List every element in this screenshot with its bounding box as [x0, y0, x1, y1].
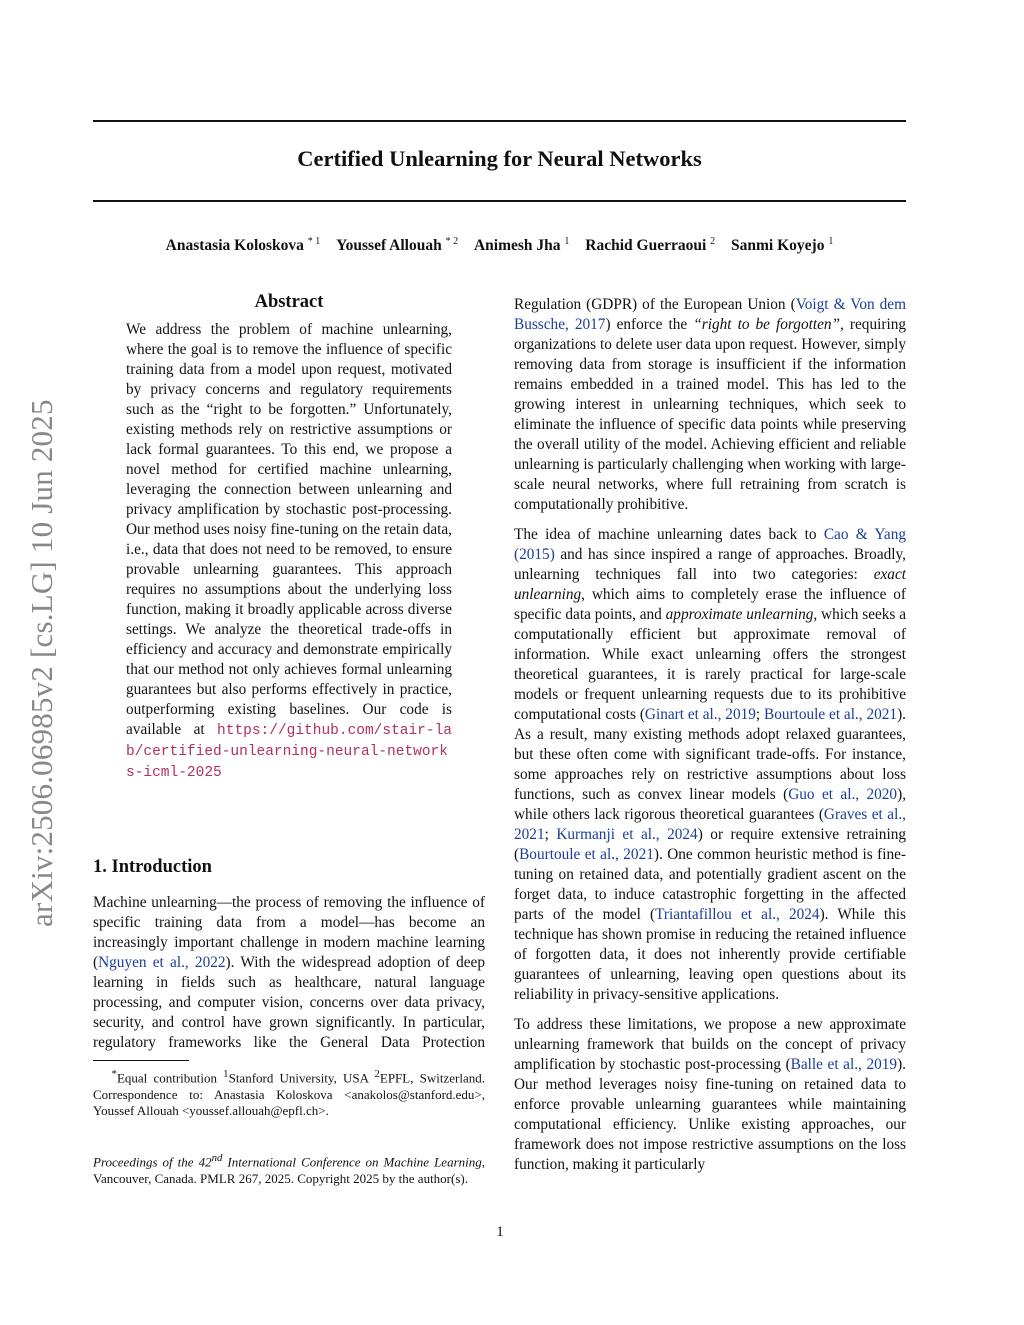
- author-1: Anastasia Koloskova $^{* 1}$: [165, 236, 321, 255]
- right-column: [514, 295, 906, 1195]
- title-bottom-rule: [93, 200, 906, 202]
- author-list: [93, 236, 906, 255]
- proceedings-footnote: Proceedings of the 42nd International Conference on Machine Learning, Vancouver, Canada. PMLR 267, 2025. Copyright 2025 by the author(s).: [93, 1152, 485, 1186]
- citation-link[interactable]: Nguyen et al., 2022: [98, 954, 226, 971]
- footnote-rule: [93, 1060, 189, 1061]
- paper-title: Certified Unlearning for Neural Networks: [297, 146, 702, 171]
- citation-link[interactable]: Voigt & Von dem Bussche, 2017: [514, 296, 906, 333]
- emphasis-text: exact unlearning: [514, 566, 906, 603]
- citation-link[interactable]: Bourtoule et al., 2021: [764, 706, 898, 723]
- intro-paragraph-1: Machine unlearning—the process of removing the influence of specific training data from a model—has become an increasingly important challenge in modern machine learning (Nguyen et al., 2022). With the widespread adoption of deep learning in fields such as healthcare, natural language processing, and computer vision, concerns over data privacy, security, and control have grown significantly. In particular, regulatory frameworks like the General Data Protection: [93, 894, 485, 1051]
- author-4: Rachid Guerraoui $^2$: [585, 236, 716, 255]
- emphasis-text: approximate unlearning: [665, 606, 814, 623]
- citation-link[interactable]: Balle et al., 2019: [790, 1056, 898, 1073]
- emphasis-text: “right to be forgotten”: [693, 316, 841, 333]
- intro-paragraph-1-continued: Regulation (GDPR) of the European Union (Voigt & Von dem Bussche, 2017) enforce the “right to be forgotten”, requiring organizations to delete user data upon request. However, simply removing data from storage is insufficient if the information remains embedded in a trained model. This has led to the growing interest in unlearning techniques, which seek to eliminate the influence of specific data points while preserving the overall utility of the model. Achieving efficient and reliable unlearning is particularly challenging when working with large-scale neural networks, where full retraining from scratch is computationally prohibitive.: [514, 296, 906, 513]
- citation-link[interactable]: Guo et al., 2020: [788, 786, 898, 803]
- citation-link[interactable]: Graves et al., 2021: [514, 806, 906, 843]
- citation-link[interactable]: Cao & Yang (2015): [514, 526, 906, 563]
- abstract-heading: Abstract: [254, 292, 324, 312]
- affiliation-footnote: *Equal contribution $^1$Stanford University, USA $^2$EPFL, Switzerland. Correspondence to: Anastasia Koloskova <anakolos@stanford.edu>, Youssef Allouah <youssef.allouah@epfl.ch>.: [93, 1068, 485, 1118]
- intro-paragraph-3: To address these limitations, we propose a new approximate unlearning framework that builds on the concept of privacy amplification by stochastic post-processing (Balle et al., 2019). Our method leverages noisy fine-tuning on retained data to enforce provable unlearning guarantees while maintaining computational efficiency. Unlike existing approaches, our framework does not impose restrictive assumptions on the loss function, making it particularly: [514, 1016, 906, 1173]
- citation-link[interactable]: Bourtoule et al., 2021: [519, 846, 654, 863]
- abstract-body: We address the problem of machine unlearning, where the goal is to remove the influence of specific training data from a model upon request, motivated by privacy concerns and regulatory requirements such as the “right to be forgotten.” Unfortunately, existing methods rely on restrictive assumptions or lack formal guarantees. To this end, we propose a novel method for certified machine unlearning, leveraging the connection between unlearning and privacy amplification by stochastic post-processing. Our method uses noisy fine-tuning on the retain data, i.e., data that does not need to be removed, to ensure provable unlearning guarantees. This approach requires no assumptions about the underlying loss function, making it broadly applicable across diverse settings. We analyze the theoretical trade-offs in efficiency and accuracy and demonstrate empirically that our method not only achieves formal unlearning guarantees but also performs effectively in practice, outperforming existing baselines. Our code is available at https://github.com/stair-lab/certified-unlearning-neural-networks-icml-2025: [126, 321, 452, 781]
- section-heading-introduction: 1. Introduction: [93, 857, 212, 877]
- author-3: Animesh Jha $^1$: [473, 236, 570, 255]
- author-2: Youssef Allouah $^{* 2}$: [336, 236, 459, 255]
- author-5: Sanmi Koyejo $^1$: [731, 236, 834, 255]
- intro-paragraph-2: The idea of machine unlearning dates back to Cao & Yang (2015) and has since inspired a range of approaches. Broadly, unlearning techniques fall into two categories: exact unlearning, which aims to completely erase the influence of specific data points, and approximate unlearning, which seeks a computationally efficient but approximate removal of information. While exact unlearning offers the strongest theoretical guarantees, it is rarely practical for large-scale models or frequent unlearning requests due to its prohibitive computational costs (Ginart et al., 2019; Bourtoule et al., 2021). As a result, many existing methods adopt relaxed guarantees, but these often come with significant trade-offs. For instance, some approaches rely on restrictive assumptions about loss functions, such as convex linear models (Guo et al., 2020), while others lack rigorous theoretical guarantees (Graves et al., 2021; Kurmanji et al., 2024) or require extensive retraining (Bourtoule et al., 2021). One common heuristic method is fine-tuning on retained data, and potentially gradient ascent on the forget data, to induce catastrophic forgetting in the affected parts of the model (Triantafillou et al., 2024). While this technique has shown promise in reducing the retained influence of forgotten data, it does not inherently provide certifiable guarantees of unlearning, leaving open questions about its reliability in privacy-sensitive applications.: [514, 526, 906, 1003]
- page-number: 1: [496, 1224, 504, 1240]
- title-top-rule: [93, 120, 906, 122]
- code-link[interactable]: https://github.com/stair-lab/certified-unlearning-neural-networks-icml-2025: [126, 723, 452, 781]
- arxiv-identifier: arXiv:2506.06985v2 [cs.LG] 10 Jun 2025: [24, 399, 59, 927]
- citation-link[interactable]: Ginart et al., 2019: [644, 706, 756, 723]
- citation-link[interactable]: Triantafillou et al., 2024: [655, 906, 820, 923]
- citation-link[interactable]: Kurmanji et al., 2024: [556, 826, 698, 843]
